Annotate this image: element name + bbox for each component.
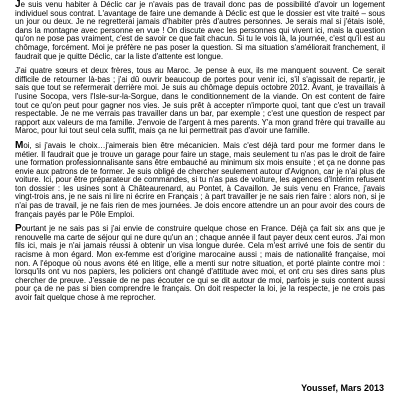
paragraph-text: e suis venu habiter à Déclic car je n'avais pas de travail donc pas de possibilité d'avoir un logement individuel sous contrat. L'avantage de faire une demande à Déclic est que le dossier est vite traité – sous un jour ou deux. Je ne regretterai jamais d'habiter près d'autres personnes. Je serais mal si j'étais isolé, dans la montagne avec personne en vue ! On discute avec les personnes qui vivent ici, mais la question qu'on ne pose pas vraiment, c'est de savoir ce que fait chacun. Si tu le vois là, la journée, c'est qu'il est au chômage, forcément. Moi je préfère ne pas poser la question. Si ma situation s'améliorait franchement, il faudrait que je quitte Déclic, car la liste d'attente est longue. [15, 0, 385, 61]
drop-initial: M [15, 139, 24, 151]
paragraph-1 [15, 1, 385, 61]
paragraph-2 [15, 67, 385, 136]
signature: Youssef, Mars 2013 [301, 383, 384, 393]
paragraph-text: ourtant je ne sais pas si j'ai envie de construire quelque chose en France. Déjà ça fait six ans que je renouvelle ma carte de séjour qui ne dure qu'un an ; chaque année il faut payer deux cent euros. J'ai mon fils ici, mais je n'ai jamais réussi à obtenir un visa longue durée. Cela m'est arrivé une fois de sentir du racisme à mon égard. Mon ex-femme est d'origine marocaine aussi ; mais de nationalité française, moi non. A l'époque où nous avons été en litige, elle a menti sur notre situation, et porté plainte contre moi : lorsqu'ils ont vu nos papiers, les policiers ont changé d'attitude avec moi, et ont cru ses dires sans plus chercher de preuve. J'essaie de ne pas écouter ce qui se dit autour de moi, parfois je suis content aussi pour ça de ne pas si bien comprendre le français. On doit respecter la loi, je la respecte, je ne crois pas avoir fait quelque chose à me reprocher. [15, 224, 385, 302]
drop-initial: J [15, 0, 21, 10]
paragraph-text: J'ai quatre sœurs et deux frères, tous au Maroc. Je pense à eux, ils me manquent souvent. Ce serait difficile de retourner là-bas ; j'ai dû ouvrir beaucoup de portes pour venir ici, s'il s'agissait de repartir, je sais que tout se refermerait derrière moi. Je suis au chômage depuis octobre 2012. Avant, je travaillais à l'usine Socopa, vers l'Isle-sur-la-Sorgue, dans le conditionnement de la viande. On est content de faire tout ce qu'on peut pour gagner nos vies. Je suis prêt à accepter n'importe quoi, tant que c'est un travail respectable. Je ne me verrais pas travailler dans un bar, par exemple ; c'est une question de respect par rapport aux valeurs de ma famille. J'envoie de l'argent à mes parents. Y'a mon grand frère qui travaille au Maroc, pour lui tout seul cela suffit, mais ça ne lui permettrait pas d'avoir une famille. [15, 66, 385, 136]
paragraph-text: oi, si j'avais le choix…j'aimerais bien être mécanicien. Mais c'est déjà tard pour me former dans le métier. Il faudrait que je trouve un garage pour faire un stage, mais seulement tu n'as pas le droit de faire une formation professionnalisante sans être embauché au minimum six mois ensuite ; et ça ne donne pas envie aux patrons de te former. Je suis obligé de chercher seulement autour d'Avignon, car je n'ai plus de voiture. Ici, pour être préparateur de commandes, si tu n'as pas de voiture, les agences d'Intérim refusent ton dossier : les usines sont à Châteaurenard, au Pontet, à Cavaillon. Je suis venu en France, j'avais vingt-trois ans, je ne sais ni lire ni écrire en Français ; à part travailler je ne sais rien faire : alors non, si je n'ai pas de travail, je ne fais rien de mes journées. Je dois encore attendre un an pour avoir des cours de français payés par le Pôle Emploi. [15, 140, 385, 219]
paragraph-4 [15, 225, 385, 302]
paragraph-3 [15, 139, 385, 219]
testimony-text [15, 1, 385, 309]
drop-initial: P [15, 223, 22, 235]
